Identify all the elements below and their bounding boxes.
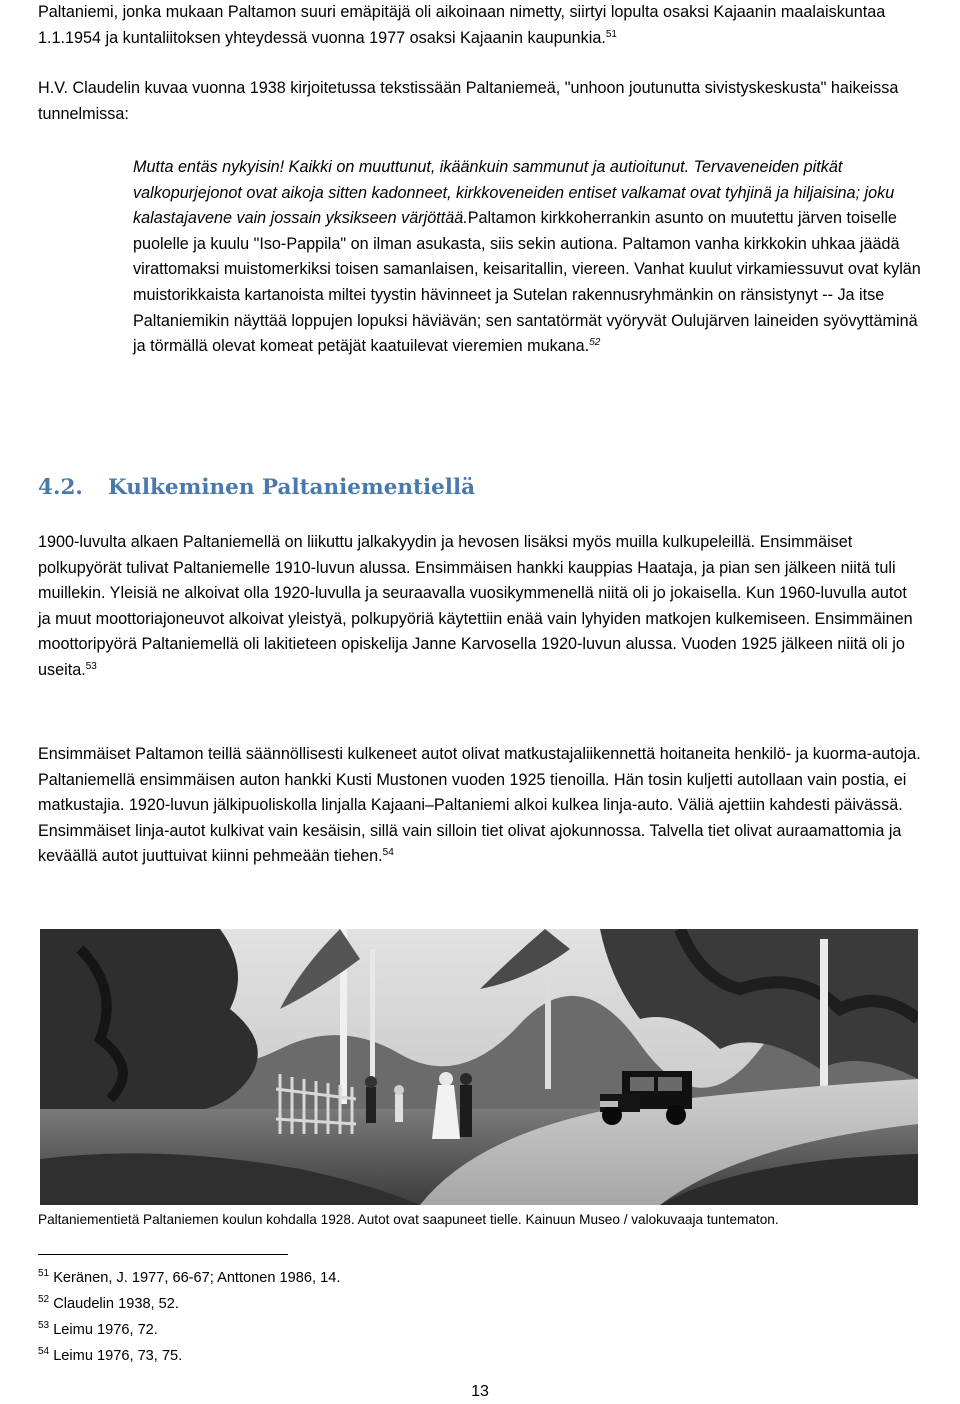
footnote-number: 54	[38, 1346, 50, 1357]
paragraph-claudelin-intro: H.V. Claudelin kuvaa vuonna 1938 kirjoitetussa tekstissään Paltaniemeä, "unhoon joutunutta sivistyskeskusta" haikeissa tunnelmissa:	[38, 79, 899, 123]
footnote-separator	[38, 1254, 288, 1255]
paragraph-text: Paltaniemi, jonka mukaan Paltamon suuri emäpitäjä oli aikoinaan nimetty, siirtyi lopulta osaksi Kajaanin maalaiskuntaa 1.1.1954 ja kuntaliitoksen yhteydessä vuonna 1977 osaksi Kajaanin kaupunkia.	[38, 3, 886, 47]
footnote-53	[38, 1320, 158, 1340]
block-quote-claudelin	[133, 155, 933, 360]
footnote-54	[38, 1346, 182, 1366]
section-heading	[38, 475, 918, 500]
quote-text-part-1: Mutta entäs nykyisin! Kaikki on muuttunut, ikäänkuin sammunut ja autioitunut. Tervaveneiden pitkät valkopurjejonot ovat aikoja sitten kadonneet, kirkkoveneiden entiset valkamat ovat tyhjinä ja hiljaisina; joku kalastajavene vain jossain yksikseen värjöttää.	[133, 158, 895, 228]
footnote-ref-54[interactable]: 54	[382, 847, 394, 858]
paragraph-text: 1900-luvulta alkaen Paltaniemellä on liikuttu jalkakyydin ja hevosen lisäksi myös muilla kulkupeleillä. Ensimmäiset polkupyörät tulivat Paltaniemelle 1910-luvun alussa. Ensimmäisen hankki kauppias Haataja, ja pian sen jälkeen niitä tuli muillekin. Yleisiä ne alkoivat olla 1920-luvulla ja seuraavalla vuosikymmenellä niitä oli jo jokaisella. Kun 1960-luvulla autot ja muut moottoriajoneuvot alkoivat yleistyä, polkupyöriä käytettiin enää vain lyhyiden matkojen kulkemiseen. Ensimmäinen moottoripyörä Paltaniemellä oli lakitieteen opiskelija Janne Karvosella 1920-luvun alussa. Vuoden 1925 jälkeen niitä oli jo useita.	[38, 533, 913, 679]
footnote-52	[38, 1294, 179, 1314]
footnote-text: Claudelin 1938, 52.	[53, 1296, 179, 1312]
paragraph-text: Ensimmäiset Paltamon teillä säännöllisesti kulkeneet autot olivat matkustajaliikennettä hoitaneita henkilö- ja kuorma-autoja. Paltaniemellä ensimmäisen auton hankki Kusti Mustonen vuoden 1925 tienoilla. Hän tosin kuljetti autollaan vain postia, ei matkustajia. 1920-luvun jälkipuoliskolla linjalla Kajaani–Paltaniemi alkoi kulkea linja-auto. Väliä ajettiin kahdesti päivässä. Ensimmäiset linja-autot kulkivat vain kesäisin, sillä vain silloin tiet olivat ajokunnossa. Talvella tiet olivat auraamattomia ja keväällä autot juuttuivat kiinni pehmeään tiehen.	[38, 745, 921, 865]
footnote-text: Leimu 1976, 72.	[53, 1322, 158, 1338]
page-number: 13	[471, 1383, 489, 1400]
footnote-number: 51	[38, 1268, 50, 1279]
footnote-number: 52	[38, 1294, 50, 1305]
historical-photo-road	[40, 929, 918, 1205]
photo-caption: Paltaniementietä Paltaniemen koulun kohdalla 1928. Autot ovat saapuneet tielle. Kainuun Museo / valokuvaaja tuntematon.	[38, 1212, 779, 1227]
footnote-ref-53[interactable]: 53	[85, 660, 97, 672]
footnote-text: Leimu 1976, 73, 75.	[53, 1348, 183, 1364]
quote-text-part-2: Paltamon kirkkoherrankin asunto on muutettu järven toiselle puolelle ja kuulu "Iso-Pappila" on ilman asukasta, siis sekin autiona. Paltamon vanha kirkkokin uhkaa jäädä virattomaksi muistomerkiksi toisen samanlaisen, keisaritallin, viereen. Vanhat kuulut virkamiessuvut ovat kylän muistorikkaista kartanoista miltei tyystin hävinneet ja Sutelan rakennusryhmänkin on ränsistynyt -- Ja itse Paltaniemikin näyttää loppujen lopuksi häviävän; sen santatörmät vyöryvät Oulujärven laineiden syövyttäminä ja törmällä olevat komeat petäjät kaatuilevat vieremien mukana.	[133, 209, 921, 356]
footnote-ref-51[interactable]: 51	[605, 28, 617, 40]
footnote-number: 53	[38, 1320, 50, 1331]
footnote-text: Keränen, J. 1977, 66-67; Anttonen 1986, 14.	[53, 1270, 341, 1286]
paragraph-first-cars	[38, 742, 922, 870]
footnote-ref-52[interactable]: 52	[589, 337, 601, 349]
section-number: 4.2.	[38, 475, 83, 500]
section-title: Kulkeminen Paltaniementiellä	[108, 475, 476, 500]
paragraph-bicycles-motorcycles	[38, 530, 922, 683]
paragraph-paltaniemi-history	[38, 0, 922, 51]
footnote-51	[38, 1268, 340, 1288]
